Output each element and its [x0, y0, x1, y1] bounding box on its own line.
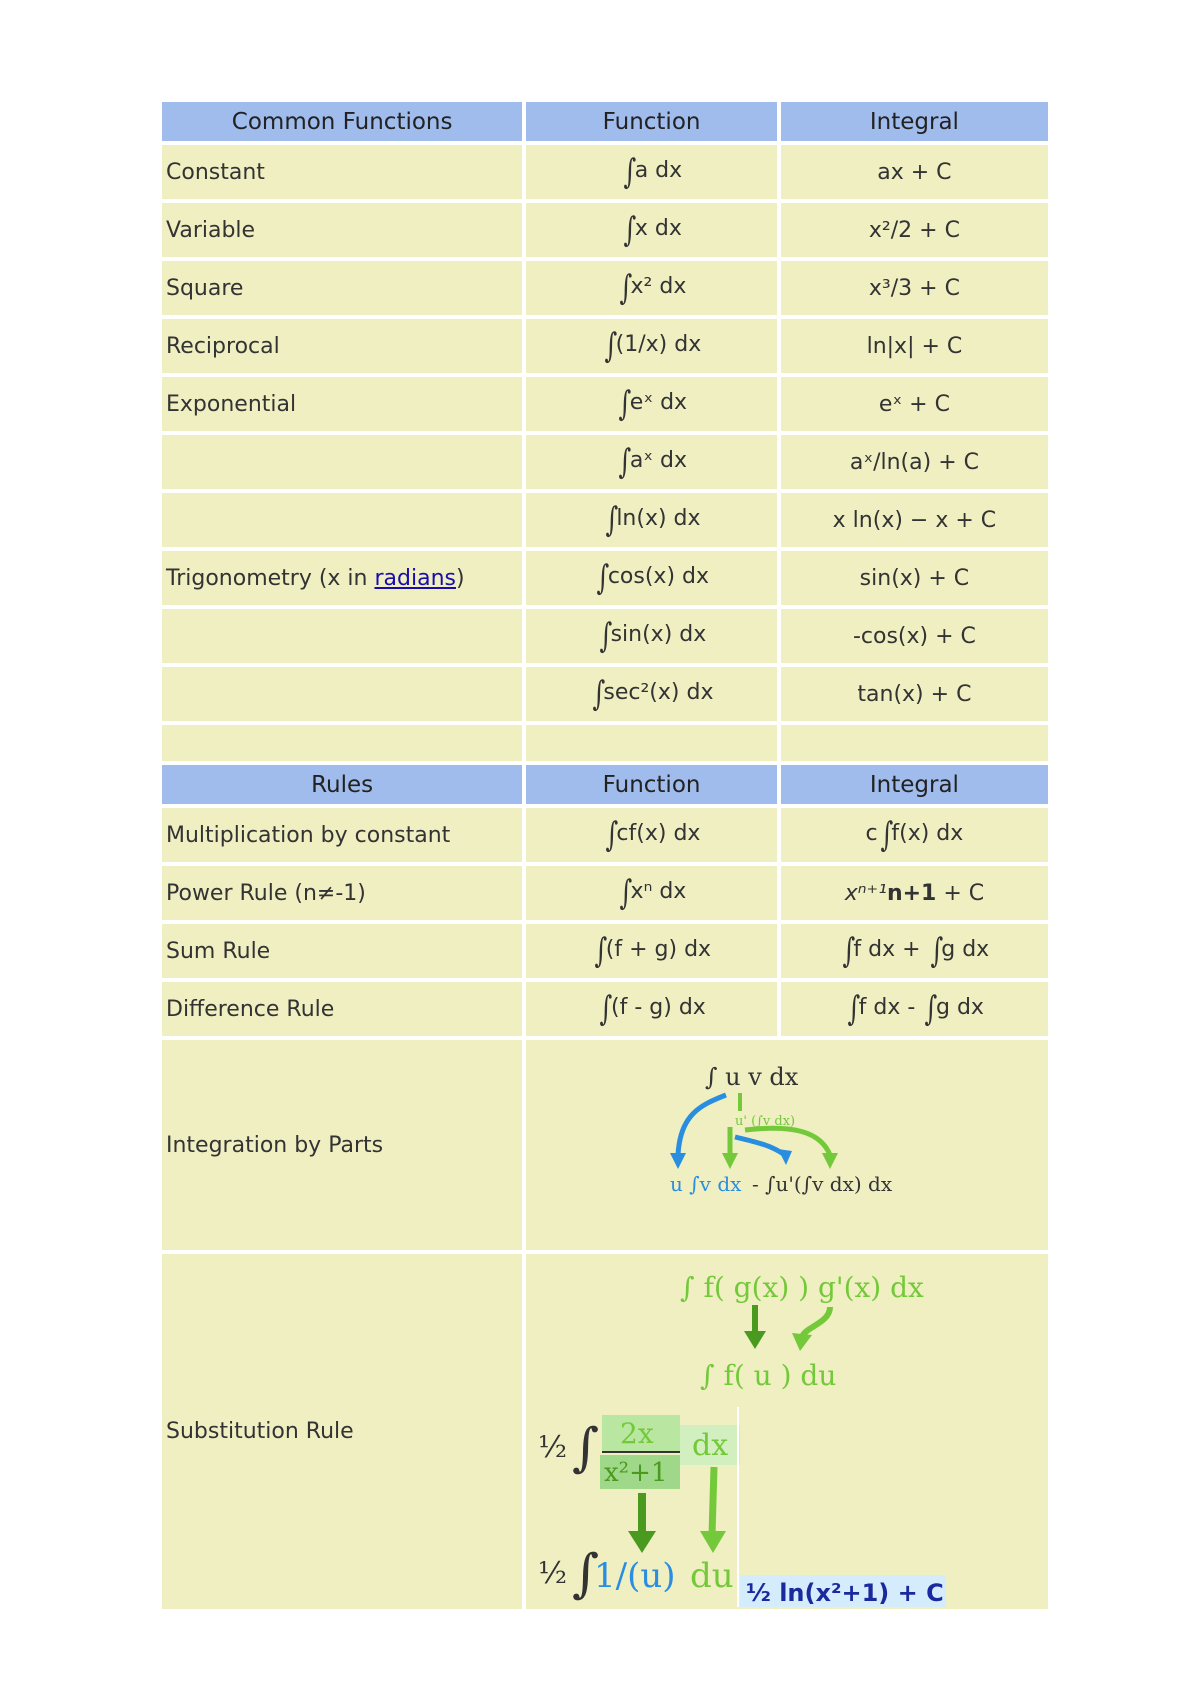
parts-top-text: ∫ u v dx	[705, 1063, 799, 1091]
radians-link[interactable]: radians	[374, 565, 456, 591]
row-function	[526, 808, 777, 866]
integral-sign-icon: ∫	[618, 442, 632, 482]
integral-text-a: f dx +	[853, 937, 928, 962]
blue-arrow-2	[735, 1137, 785, 1155]
blue-arrow-head-icon	[778, 1149, 792, 1165]
row-label: Substitution Rule	[162, 1254, 522, 1613]
table-row	[162, 377, 1048, 435]
row-integral: -cos(x) + C	[781, 609, 1048, 667]
subst-line2: ∫ f( u ) du	[700, 1358, 837, 1392]
row-function	[526, 609, 777, 667]
row-integral: eˣ + C	[781, 377, 1048, 435]
header-rules: Rules	[162, 765, 522, 808]
integration-by-parts-diagram	[530, 1045, 1030, 1245]
power-denominator: n+1	[886, 880, 937, 906]
row-function	[526, 493, 777, 551]
integral-text-a: f dx -	[858, 995, 923, 1020]
integral-sign-icon: ∫	[929, 931, 943, 971]
integral-sign-icon: ∫	[619, 268, 633, 308]
subst-half-2: ½	[538, 1555, 568, 1591]
row-function	[526, 866, 777, 924]
row-label: Reciprocal	[162, 319, 522, 377]
table-row	[162, 1254, 1048, 1613]
header-function: Function	[526, 765, 777, 808]
blue-arrow	[678, 1095, 726, 1155]
subst-arrow-4	[712, 1467, 714, 1535]
header-common-functions: Common Functions	[162, 102, 522, 145]
row-integral: x ln(x) − x + C	[781, 493, 1048, 551]
row-integral: ln|x| + C	[781, 319, 1048, 377]
arrow-head-icon	[792, 1333, 812, 1351]
integral-sign-icon: ∫	[924, 989, 938, 1029]
green-arrow-head-icon	[822, 1153, 838, 1169]
blue-arrow-head-icon	[670, 1153, 686, 1169]
function-text: x dx	[634, 216, 682, 241]
row-integral	[781, 866, 1048, 924]
function-text: aˣ dx	[629, 448, 688, 473]
integral-sign-icon: ∫	[572, 1543, 600, 1604]
subst-line1: ∫ f( g(x) ) g'(x) dx	[680, 1270, 925, 1304]
power-constant: + C	[936, 880, 985, 906]
row-function	[526, 667, 777, 725]
header-integral: Integral	[781, 102, 1048, 145]
table-row	[162, 924, 1048, 982]
row-label	[162, 609, 522, 667]
integral-sign-icon: ∫	[604, 326, 618, 366]
table-row	[162, 866, 1048, 924]
parts-bottom-text-b: - ∫u'(∫v dx) dx	[752, 1172, 893, 1196]
row-function	[526, 435, 777, 493]
header-function: Function	[526, 102, 777, 145]
integral-sign-icon: ∫	[618, 384, 632, 424]
arrow-head-icon	[628, 1531, 656, 1553]
row-function	[526, 145, 777, 203]
row-integral: aˣ/ln(a) + C	[781, 435, 1048, 493]
row-label: Power Rule (n≠-1)	[162, 866, 522, 924]
row-function	[526, 377, 777, 435]
row-function	[526, 924, 777, 982]
integral-sign-icon: ∫	[599, 616, 613, 656]
table-row	[162, 667, 1048, 725]
integral-sign-icon: ∫	[619, 873, 633, 913]
table-row	[162, 982, 1048, 1040]
function-text: (f - g) dx	[611, 995, 706, 1020]
table-row	[162, 808, 1048, 866]
row-label: Constant	[162, 145, 522, 203]
constant-c: c	[865, 821, 878, 846]
integrals-table	[158, 102, 1052, 1613]
integral-sign-icon: ∫	[623, 210, 637, 250]
row-label: Integration by Parts	[162, 1040, 522, 1254]
table-row	[162, 319, 1048, 377]
row-label: Variable	[162, 203, 522, 261]
row-label: Square	[162, 261, 522, 319]
integral-sign-icon: ∫	[605, 500, 618, 540]
table-row	[162, 493, 1048, 551]
row-integral: sin(x) + C	[781, 551, 1048, 609]
substitution-figure-cell	[526, 1254, 1048, 1613]
arrow-head-icon	[744, 1331, 766, 1349]
empty-cell	[781, 725, 1048, 765]
row-function	[526, 319, 777, 377]
integral-text-b: g dx	[935, 995, 984, 1020]
integral-text: f(x) dx	[891, 821, 964, 846]
trig-label-end: )	[455, 565, 465, 591]
row-function	[526, 203, 777, 261]
function-text: ln(x) dx	[616, 506, 701, 531]
subst-line4b: du	[690, 1555, 734, 1596]
subst-denominator: x²+1	[604, 1457, 668, 1488]
row-label: Exponential	[162, 377, 522, 435]
function-text: sin(x) dx	[610, 622, 707, 647]
table-row	[162, 609, 1048, 667]
row-label: Difference Rule	[162, 982, 522, 1040]
subst-result: ½ ln(x²+1) + C	[746, 1578, 944, 1607]
function-text: xⁿ dx	[630, 879, 687, 904]
table-row	[162, 1040, 1048, 1254]
power-numerator: xⁿ⁺¹	[844, 880, 887, 906]
row-label	[162, 435, 522, 493]
row-label	[162, 551, 522, 609]
row-label: Multiplication by constant	[162, 808, 522, 866]
integral-sign-icon: ∫	[605, 815, 618, 855]
subst-line4a: 1/(u)	[594, 1555, 676, 1596]
trig-label: Trigonometry (x in	[166, 565, 375, 591]
header-integral: Integral	[781, 765, 1048, 808]
arrow-head-icon	[700, 1531, 726, 1553]
integral-sign-icon: ∫	[880, 815, 893, 855]
row-integral: ax + C	[781, 145, 1048, 203]
spacer-row	[162, 725, 1048, 765]
green-arrow-head-icon	[722, 1153, 738, 1169]
row-label	[162, 493, 522, 551]
empty-cell	[526, 725, 777, 765]
function-text: (1/x) dx	[615, 332, 702, 357]
parts-figure-cell	[526, 1040, 1048, 1254]
table1-header	[162, 102, 1048, 145]
table2-header	[162, 765, 1048, 808]
function-text: eˣ dx	[629, 390, 688, 415]
subst-half: ½	[538, 1429, 568, 1465]
integral-sign-icon: ∫	[572, 1417, 600, 1478]
subst-dx: dx	[692, 1427, 729, 1463]
row-integral: x²/2 + C	[781, 203, 1048, 261]
row-function	[526, 261, 777, 319]
row-integral	[781, 808, 1048, 866]
table-row	[162, 145, 1048, 203]
function-text: sec²(x) dx	[603, 680, 714, 705]
function-text: x² dx	[630, 274, 687, 299]
integral-sign-icon: ∫	[594, 931, 608, 971]
function-text: (f + g) dx	[605, 937, 712, 962]
empty-cell	[162, 725, 522, 765]
row-integral	[781, 924, 1048, 982]
function-text: cos(x) dx	[607, 564, 710, 589]
integral-sign-icon: ∫	[623, 152, 637, 192]
parts-bottom-text-a: u ∫v dx	[670, 1172, 742, 1196]
table-row	[162, 551, 1048, 609]
subst-arrow-2	[802, 1307, 830, 1337]
integral-sign-icon: ∫	[592, 674, 605, 714]
function-text: a dx	[634, 158, 683, 183]
integral-sign-icon: ∫	[596, 558, 610, 598]
integral-text-b: g dx	[941, 937, 990, 962]
integral-sign-icon: ∫	[847, 989, 861, 1029]
row-integral: x³/3 + C	[781, 261, 1048, 319]
row-function	[526, 551, 777, 609]
integral-sign-icon: ∫	[842, 931, 855, 971]
row-integral: tan(x) + C	[781, 667, 1048, 725]
integral-sign-icon: ∫	[599, 989, 613, 1029]
parts-mid-text: u' (∫v dx)	[735, 1114, 796, 1129]
table-row	[162, 261, 1048, 319]
table-row	[162, 203, 1048, 261]
function-text: cf(x) dx	[616, 821, 701, 846]
subst-numerator: 2x	[620, 1416, 654, 1450]
row-integral	[781, 982, 1048, 1040]
row-label	[162, 667, 522, 725]
row-function	[526, 982, 777, 1040]
substitution-rule-diagram	[530, 1257, 1030, 1607]
table-row	[162, 435, 1048, 493]
row-label: Sum Rule	[162, 924, 522, 982]
